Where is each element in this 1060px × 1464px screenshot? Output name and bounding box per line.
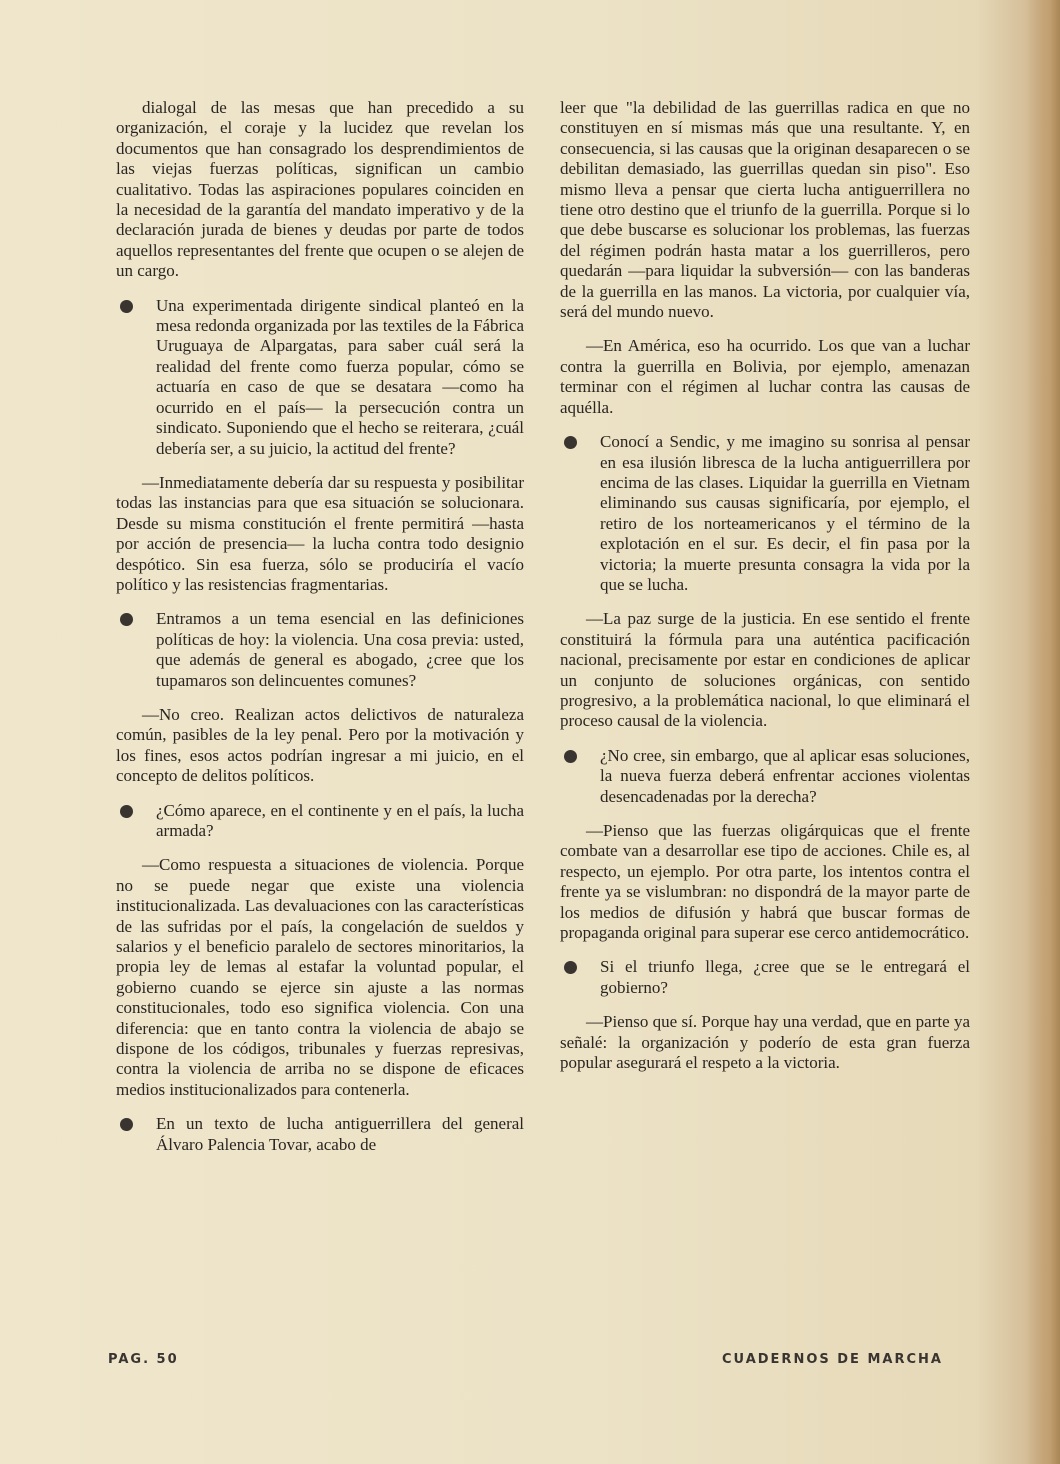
question-text: En un texto de lucha antiguerrillera del general Álvaro Palencia Tovar, acabo de bbox=[156, 1114, 524, 1154]
interview-question bbox=[560, 957, 970, 998]
question-text: ¿No cree, sin embargo, que al aplicar esas soluciones, la nueva fuerza deberá enfrentar acciones violentas desencadenadas por la derecha? bbox=[600, 745, 970, 806]
question-text: Si el triunfo llega, ¿cree que se le entregará el gobierno? bbox=[600, 957, 970, 997]
bullet-icon bbox=[120, 1118, 133, 1131]
paragraph: leer que "la debilidad de las guerrillas radica en que no constituyen en sí mismas más que una resultante. Y, en consecuencia, si las causas que la originan desaparecen o se debilitan demasiado, las guerrillas quedan sin piso". Eso mismo lleva a pensar que cierta lucha antiguerrillera no tiene otro destino que el triunfo de la guerrilla. Porque si lo que debe buscarse es solucionar los problemas, las fuerzas del régimen podrán hasta matar a los guerrilleros, pero quedarán —para liquidar la subversión— con las banderas de la guerrilla en las manos. La victoria, por cualquier vía, será del mundo nuevo. bbox=[560, 98, 970, 322]
interview-question bbox=[560, 746, 970, 807]
interview-answer: —Inmediatamente debería dar su respuesta y posibilitar todas las instancias para que esa situación se solucionara. Desde su misma constitución el frente permitirá —hasta por acción de presencia— la lucha contra todo designio despótico. Sin esa fuerza, sólo se produciría el vacío político y las resistencias fragmentarias. bbox=[116, 472, 524, 594]
bullet-icon bbox=[120, 805, 133, 818]
bullet-icon bbox=[564, 961, 577, 974]
interview-question bbox=[116, 1114, 524, 1155]
interview-answer: —Pienso que sí. Porque hay una verdad, que en parte ya señalé: la organización y poderío de esta gran fuerza popular asegurará el respeto a la victoria. bbox=[560, 1012, 970, 1073]
publication-name: CUADERNOS DE MARCHA bbox=[722, 1352, 943, 1367]
interview-question bbox=[116, 609, 524, 691]
question-text: Entramos a un tema esencial en las definiciones políticas de hoy: la violencia. Una cosa previa: usted, que además de general es abogado, ¿cree que los tupamaros son delincuentes comunes? bbox=[156, 609, 524, 690]
interview-answer: —Como respuesta a situaciones de violencia. Porque no se puede negar que existe una violencia institucionalizada. Las devaluaciones con las características de las sufridas por el país, la congelación de sueldos y salarios y el beneficio paralelo de sectores minoritarios, la propia ley de lemas al estafar la voluntad popular, el gobierno cuando se ejerce sin ajuste a las normas constitucionales, todo eso significa violencia. Con una diferencia: que en tanto contra la violencia de abajo se dispone de los códigos, tribunales y fuerzas represivas, contra la violencia de arriba no se dispone de eficaces medios institucionalizados para contenerla. bbox=[116, 855, 524, 1099]
interview-question bbox=[560, 432, 970, 595]
interview-answer: dialogal de las mesas que han precedido a su organización, el coraje y la lucidez que revelan los documentos que han consagrado los desprendimientos de las viejas fuerzas políticas, significan un cambio cualitativo. Todas las aspiraciones populares coinciden en la necesidad de la garantía del mandato imperativo y de la declaración jurada de bienes y deudas por parte de todos aquellos representantes del frente que ocupen o se alejen de un cargo. bbox=[116, 98, 524, 281]
right-column bbox=[560, 98, 970, 1087]
bullet-icon bbox=[120, 300, 133, 313]
interview-answer: —En América, eso ha ocurrido. Los que van a luchar contra la guerrilla en Bolivia, por ejemplo, amenazan terminar con el régimen al luchar contra las causas de aquélla. bbox=[560, 336, 970, 417]
interview-question bbox=[116, 296, 524, 459]
interview-answer: —No creo. Realizan actos delictivos de naturaleza común, pasibles de la ley penal. Pero por la motivación y los fines, esos actos podrían ingresar a mi juicio, en el concepto de delitos políticos. bbox=[116, 704, 524, 786]
left-column bbox=[116, 98, 524, 1169]
question-text: ¿Cómo aparece, en el continente y en el país, la lucha armada? bbox=[156, 800, 524, 840]
page-edge-shadow bbox=[1026, 0, 1060, 1464]
question-text: Una experimentada dirigente sindical planteó en la mesa redonda organizada por las textiles de la Fábrica Uruguaya de Alpargatas, para saber cuál será la realidad del frente como fuerza popular, cómo se actuaría en caso de que se desatara —como ha ocurrido en el país— la persecución contra un sindicato. Suponiendo que el hecho se reiterara, ¿cuál debería ser, a su juicio, la actitud del frente? bbox=[156, 295, 524, 458]
interview-answer: —La paz surge de la justicia. En ese sentido el frente constituirá la fórmula para una auténtica pacificación nacional, precisamente por estar en condiciones de aplicar un conjunto de soluciones orgánicas, con sentido progresivo, a la problemática nacional, lo que eliminará el proceso causal de la violencia. bbox=[560, 609, 970, 731]
question-text: Conocí a Sendic, y me imagino su sonrisa al pensar en esa ilusión libresca de la lucha antiguerrillera por encima de las clases. Liquidar la guerrilla en Vietnam eliminando sus causas significaría, por ejemplo, el retiro de los norteamericanos y el término de la explotación en el sur. Es decir, el fin pasa por la victoria; la muerte presunta consagra la vida por la que se lucha. bbox=[600, 432, 970, 594]
bullet-icon bbox=[564, 750, 577, 763]
interview-question bbox=[116, 801, 524, 842]
bullet-icon bbox=[120, 613, 133, 626]
bullet-icon bbox=[564, 436, 577, 449]
page-number: PAG. 50 bbox=[108, 1352, 179, 1367]
interview-answer: —Pienso que las fuerzas oligárquicas que el frente combate van a desarrollar ese tipo de acciones. Chile es, al respecto, un ejemplo. Por otra parte, los intentos contra el frente ya se vislumbran: no dispondrá de la mayor parte de los medios de difusión y habrá que buscar formas de propaganda original para superar ese cerco antidemocrático. bbox=[560, 821, 970, 943]
